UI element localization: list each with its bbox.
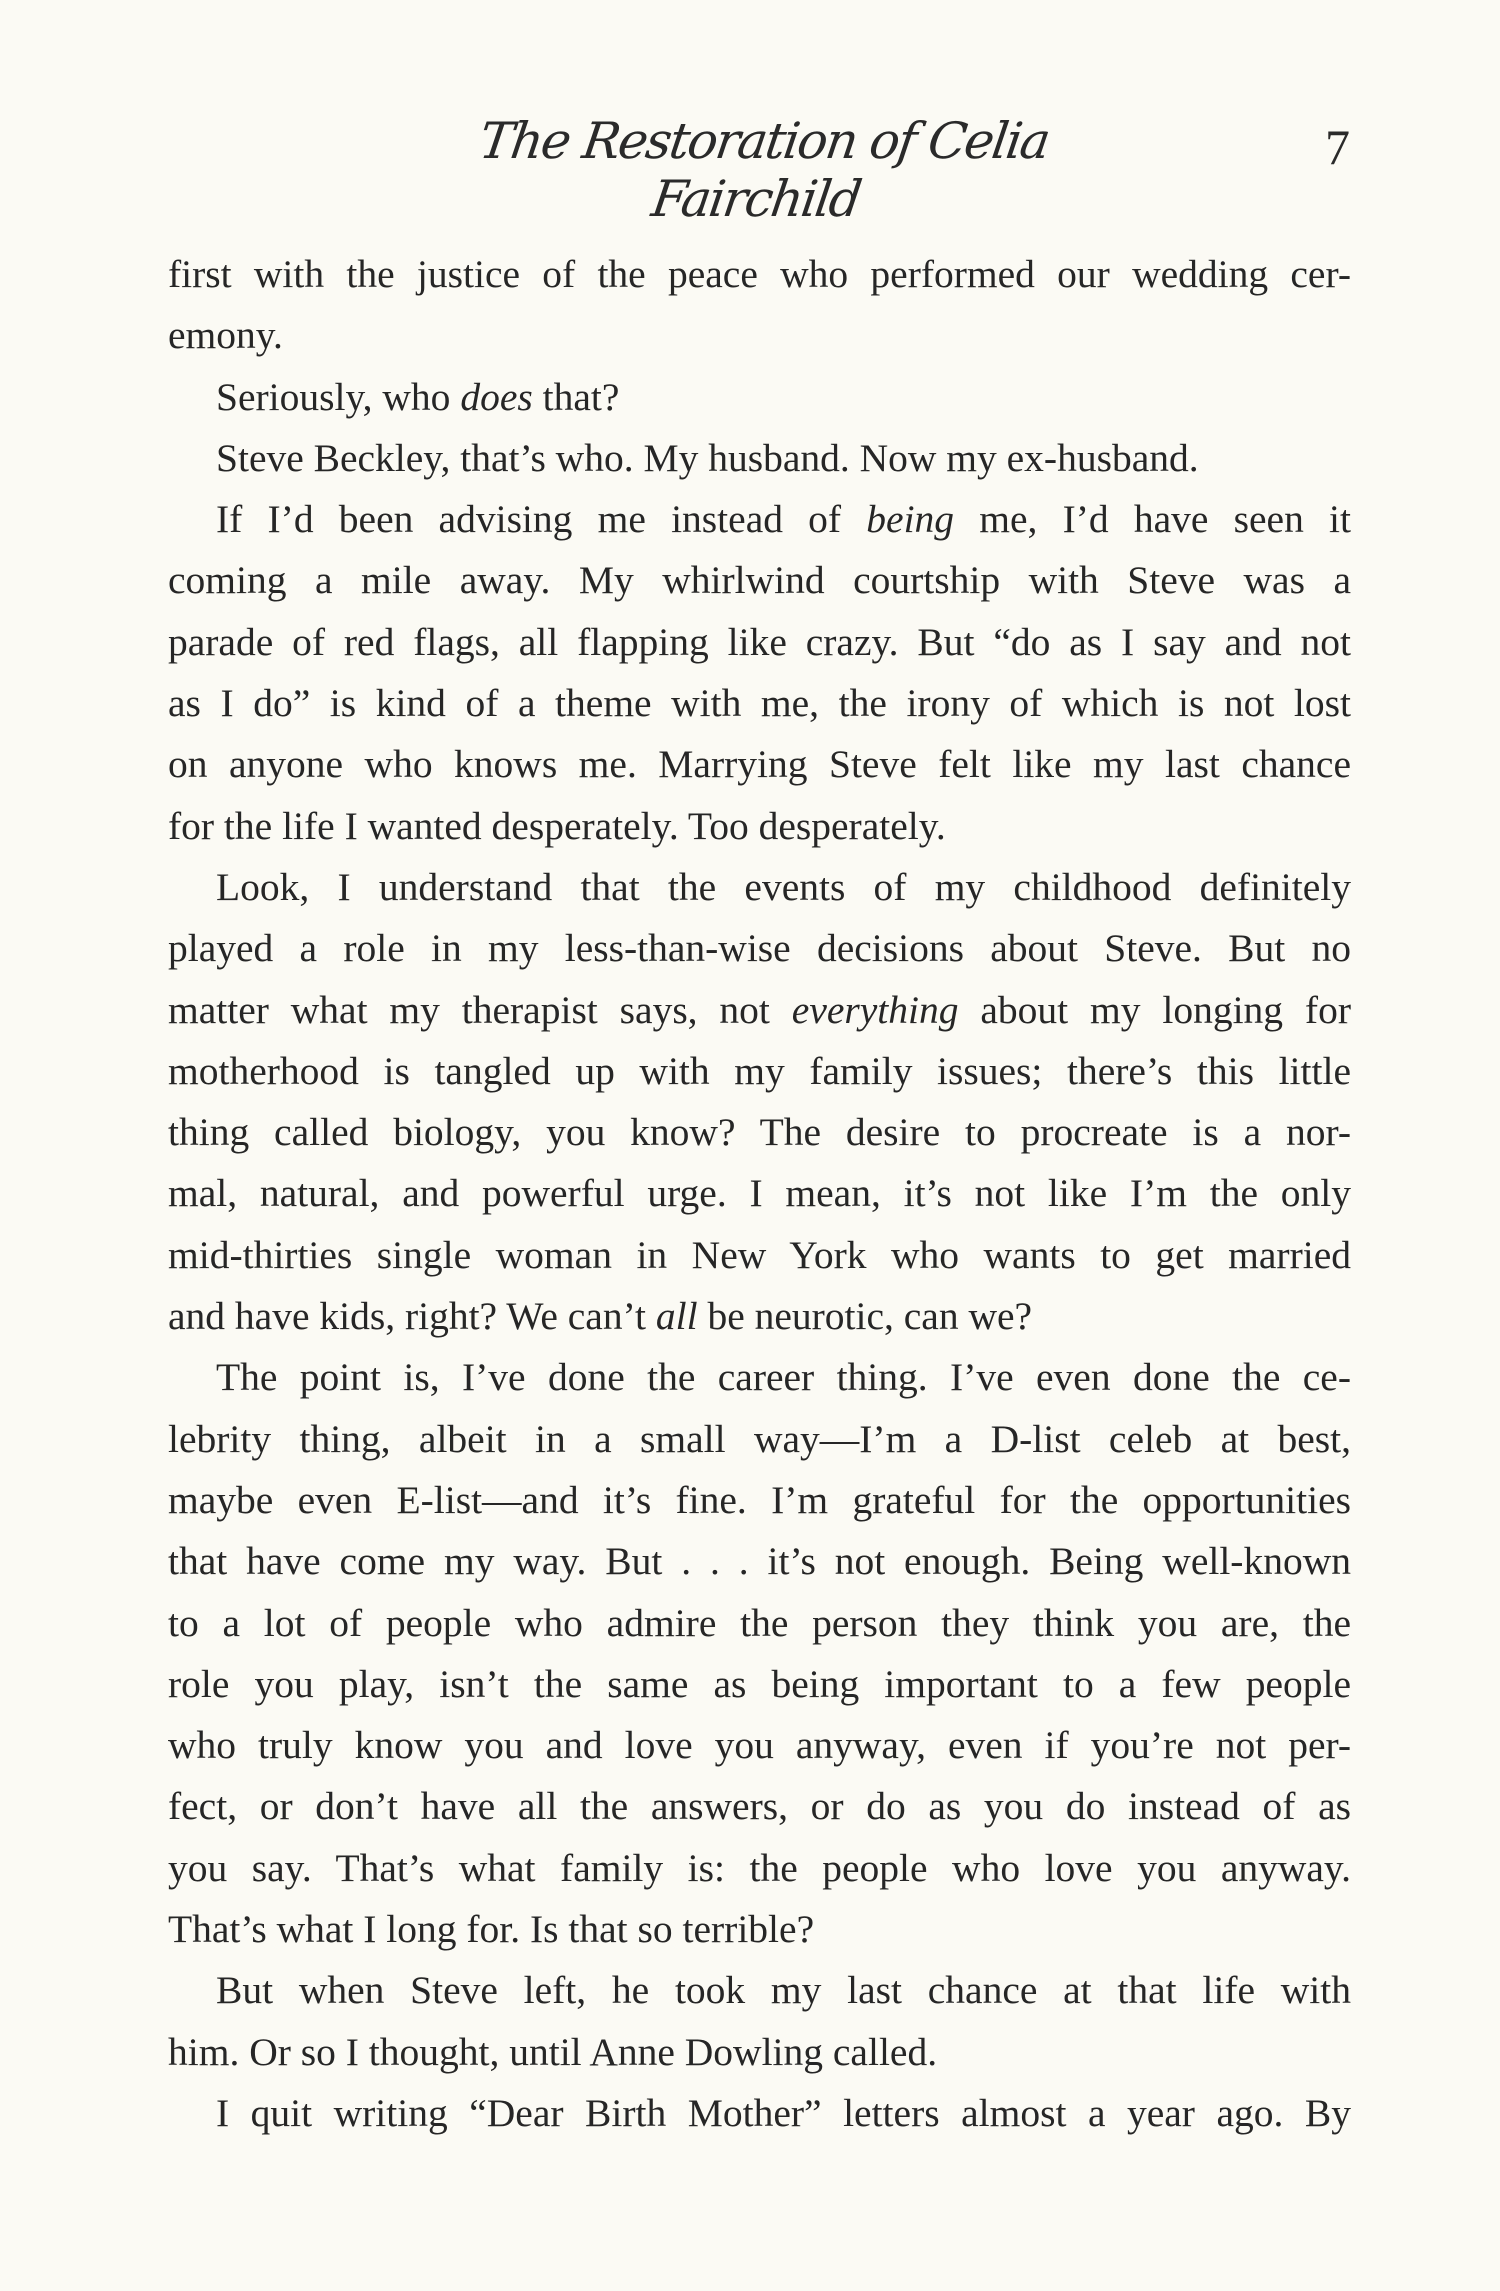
text-line bbox=[168, 1225, 1351, 1286]
text-line bbox=[168, 550, 1351, 611]
text-segment: that have come my way. But . . . it’s not enough. Being well-known bbox=[168, 1539, 1351, 1584]
text-segment: Steve Beckley, that’s who. My husband. Now my ex-husband. bbox=[216, 435, 1199, 480]
text-segment: motherhood is tangled up with my family issues; there’s this little bbox=[168, 1048, 1351, 1093]
text-line bbox=[168, 980, 1351, 1041]
italic-text: being bbox=[866, 497, 955, 542]
text-segment: that? bbox=[532, 374, 620, 419]
text-segment: If I’d been advising me instead of bbox=[216, 497, 867, 542]
text-line bbox=[168, 734, 1351, 795]
text-segment: coming a mile away. My whirlwind courtship with Steve was a bbox=[168, 558, 1351, 603]
text-segment: But when Steve left, he took my last chance at that life with bbox=[216, 1968, 1351, 2013]
text-segment: who truly know you and love you anyway, even if you’re not per- bbox=[168, 1723, 1351, 1768]
text-segment: The point is, I’ve done the career thing. I’ve even done the ce- bbox=[216, 1355, 1351, 1400]
text-line bbox=[168, 612, 1351, 673]
text-line bbox=[168, 367, 1351, 428]
text-segment: matter what my therapist says, not bbox=[168, 987, 792, 1032]
text-line bbox=[168, 1163, 1351, 1224]
text-segment: lebrity thing, albeit in a small way—I’m a D-list celeb at best, bbox=[168, 1416, 1351, 1461]
text-segment: mal, natural, and powerful urge. I mean, it’s not like I’m the only bbox=[168, 1171, 1351, 1216]
text-line bbox=[168, 796, 1351, 857]
text-line bbox=[168, 1838, 1351, 1899]
text-segment: That’s what I long for. Is that so terrible? bbox=[168, 1907, 815, 1952]
text-segment: played a role in my less-than-wise decisions about Steve. But no bbox=[168, 926, 1351, 971]
text-line bbox=[168, 1286, 1351, 1347]
body-text bbox=[168, 244, 1351, 2144]
text-line bbox=[168, 1041, 1351, 1102]
text-segment: as I do” is kind of a theme with me, the irony of which is not lost bbox=[168, 681, 1351, 726]
text-segment: parade of red flags, all flapping like crazy. But “do as I say and not bbox=[168, 619, 1351, 664]
text-line bbox=[168, 1899, 1351, 1960]
text-segment: Seriously, who bbox=[216, 374, 461, 419]
text-segment: about my longing for bbox=[958, 987, 1351, 1032]
text-line bbox=[168, 1347, 1351, 1408]
text-line bbox=[168, 1715, 1351, 1776]
text-line bbox=[168, 428, 1351, 489]
text-line bbox=[168, 1776, 1351, 1837]
text-segment: to a lot of people who admire the person they think you are, the bbox=[168, 1600, 1351, 1645]
text-line bbox=[168, 1102, 1351, 1163]
text-segment: him. Or so I thought, until Anne Dowling called. bbox=[168, 2029, 938, 2074]
text-line bbox=[168, 918, 1351, 979]
text-line bbox=[168, 857, 1351, 918]
text-line bbox=[168, 1470, 1351, 1531]
text-segment: maybe even E-list—and it’s fine. I’m grateful for the opportunities bbox=[168, 1477, 1351, 1522]
text-line bbox=[168, 2083, 1351, 2144]
text-segment: fect, or don’t have all the answers, or do as you do instead of as bbox=[168, 1784, 1351, 1829]
text-segment: thing called biology, you know? The desire to procreate is a nor- bbox=[168, 1110, 1351, 1155]
text-segment: me, I’d have seen it bbox=[954, 497, 1351, 542]
running-head-title: The Restoration of Celia Fairchild bbox=[475, 112, 1053, 228]
text-line bbox=[168, 489, 1351, 550]
text-segment: I quit writing “Dear Birth Mother” letters almost a year ago. By bbox=[216, 2090, 1351, 2135]
page-number: 7 bbox=[1325, 119, 1350, 175]
text-segment: emony. bbox=[168, 313, 283, 358]
text-line bbox=[168, 1593, 1351, 1654]
text-segment: Look, I understand that the events of my childhood definitely bbox=[216, 864, 1351, 909]
text-segment: and have kids, right? We can’t bbox=[168, 1294, 656, 1339]
text-segment: for the life I wanted desperately. Too desperately. bbox=[168, 803, 946, 848]
text-line bbox=[168, 1531, 1351, 1592]
text-line bbox=[168, 2022, 1351, 2083]
text-segment: mid-thirties single woman in New York who wants to get married bbox=[168, 1232, 1351, 1277]
text-segment: on anyone who knows me. Marrying Steve felt like my last chance bbox=[168, 742, 1351, 787]
text-line bbox=[168, 673, 1351, 734]
text-line bbox=[168, 244, 1351, 305]
text-line bbox=[168, 1960, 1351, 2021]
text-line bbox=[168, 305, 1351, 366]
text-segment: first with the justice of the peace who performed our wedding cer- bbox=[168, 252, 1351, 296]
italic-text: everything bbox=[791, 987, 959, 1032]
text-segment: you say. That’s what family is: the people who love you anyway. bbox=[168, 1845, 1351, 1890]
italic-text: all bbox=[655, 1294, 698, 1339]
text-line bbox=[168, 1409, 1351, 1470]
text-segment: be neurotic, can we? bbox=[697, 1294, 1033, 1339]
text-segment: role you play, isn’t the same as being important to a few people bbox=[168, 1661, 1351, 1706]
italic-text: does bbox=[460, 374, 533, 419]
text-line bbox=[168, 1654, 1351, 1715]
